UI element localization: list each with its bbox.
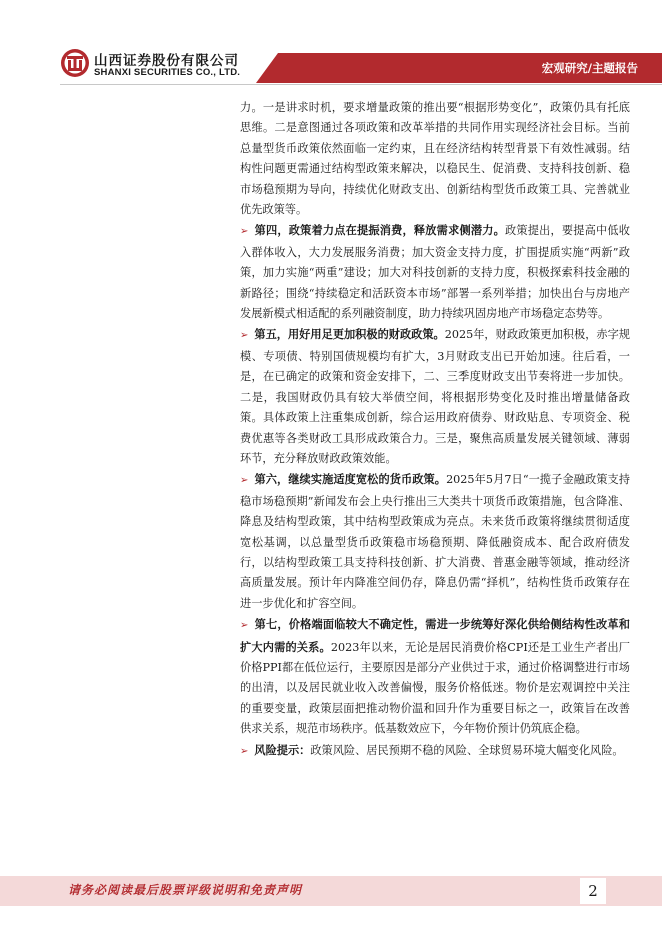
item-text: 政策风险、居民预期不稳的风险、全球贸易环境大幅变化风险。 — [310, 743, 624, 757]
arrow-bullet-icon: ➢ — [240, 475, 249, 487]
item-heading: 风险提示： — [254, 742, 311, 757]
item-text: 政策提出，要提高中低收入群体收入，大力发展服务消费；加大资金支持力度，扩围提质实施“两新”政策，加力实施“两重”建设；加大对科技创新的支持力度，积极探索科技金融的新路径；围绕“持续稳定和活跃资本市场”部署一系列举措；加快出台与房地产发展新模式相适配的系列融资制度，助力持续巩固房地产市场稳定态势等。 — [240, 224, 630, 321]
item-heading: 第六，继续实施适度宽松的货币政策。 — [254, 472, 447, 487]
section-band-notch — [256, 53, 278, 83]
report-body — [240, 98, 630, 762]
arrow-bullet-icon: ➢ — [240, 620, 249, 632]
page-header — [0, 0, 662, 86]
header-divider — [60, 84, 662, 85]
arrow-bullet-icon: ➢ — [240, 330, 249, 342]
company-name-cn: 山西证券股份有限公司 — [94, 53, 239, 69]
disclaimer-link[interactable]: 请务必阅读最后股票评级说明和免责声明 — [68, 883, 303, 897]
section-title: 宏观研究/主题报告 — [541, 61, 638, 75]
risk-warning — [240, 740, 630, 762]
item-heading: 第四，政策着力点在提振消费，释放需求侧潜力。 — [254, 223, 505, 238]
item-text: 2023年以来，无论是居民消费价格CPI还是工业生产者出厂价格PPI都在低位运行，主要原因是部分产业供过于求，通过价格调整进行市场的出清，以及居民就业收入改善偏慢，服务价格低迷。物价是宏观调控中关注的重要变量，政策层面把推动物价温和回升作为重要目标之一，政策旨在改善供求关系，规范市场秩序。低基数效应下，今年物价预计仍筑底企稳。 — [240, 640, 630, 736]
page-footer — [0, 876, 662, 906]
list-item — [240, 469, 630, 614]
list-item — [240, 220, 630, 324]
list-item — [240, 324, 630, 469]
intro-paragraph: 力。一是讲求时机，要求增量政策的推出要“根据形势变化”，政策仍具有托底思维。二是意图通过各项政策和改革举措的共同作用实现经济社会目标。当前总量型货币政策依然面临一定约束，且在经济结构转型背景下有效性减弱。结构性问题更需通过结构型政策来解决，以稳民生、促消费、支持科技创新、稳市场稳预期为导向，持续优化财政支出、创新结构型货币政策工具、完善就业优先政策等。 — [240, 101, 630, 217]
company-logo-icon — [60, 48, 90, 78]
item-heading: 第五，用好用足更加积极的财政政策。 — [254, 327, 445, 342]
item-text: 2025年5月7日“一揽子金融政策支持稳市场稳预期”新闻发布会上央行推出三大类共十项货币政策措施，包含降准、降息及结构型政策，其中结构型政策成为亮点。未来货币政策将继续贯彻适度宽松基调，以总量型货币政策稳市场稳预期、降低融资成本、配合政府债发行，以结构型政策工具支持科技创新、扩大消费、普惠金融等领域，推动经济高质量发展。预计年内降准空间仍存，降息仍需“择机”，结构性货币政策存在进一步优化和扩容空间。 — [240, 473, 630, 610]
company-name-en: SHANXI SECURITIES CO., LTD. — [94, 67, 241, 78]
arrow-bullet-icon: ➢ — [240, 745, 249, 757]
page-number: 2 — [580, 878, 606, 904]
arrow-bullet-icon: ➢ — [240, 226, 249, 238]
item-heading: 第七，价格端面临较大不确定性，需进一步统筹好深化供给侧结构性改革和扩大内需的关系。 — [240, 617, 630, 654]
item-text: 2025年，财政政策更加积极，赤字规模、专项债、特别国债规模均有扩大，3月财政支出已开始加速。往后看，一是，在已确定的政策和资金安排下，二、三季度财政支出节奏将进一步加快。二是，我国财政仍具有较大举债空间，将根据形势变化及时推出增量储备政策。具体政策上注重集成创新，综合运用政府债券、财政贴息、专项资金、税费优惠等各类财政工具形成政策合力。三是，聚焦高质量发展关键领域、薄弱环节，充分释放财政政策效能。 — [240, 328, 630, 465]
list-item — [240, 614, 630, 739]
section-band — [256, 53, 662, 83]
